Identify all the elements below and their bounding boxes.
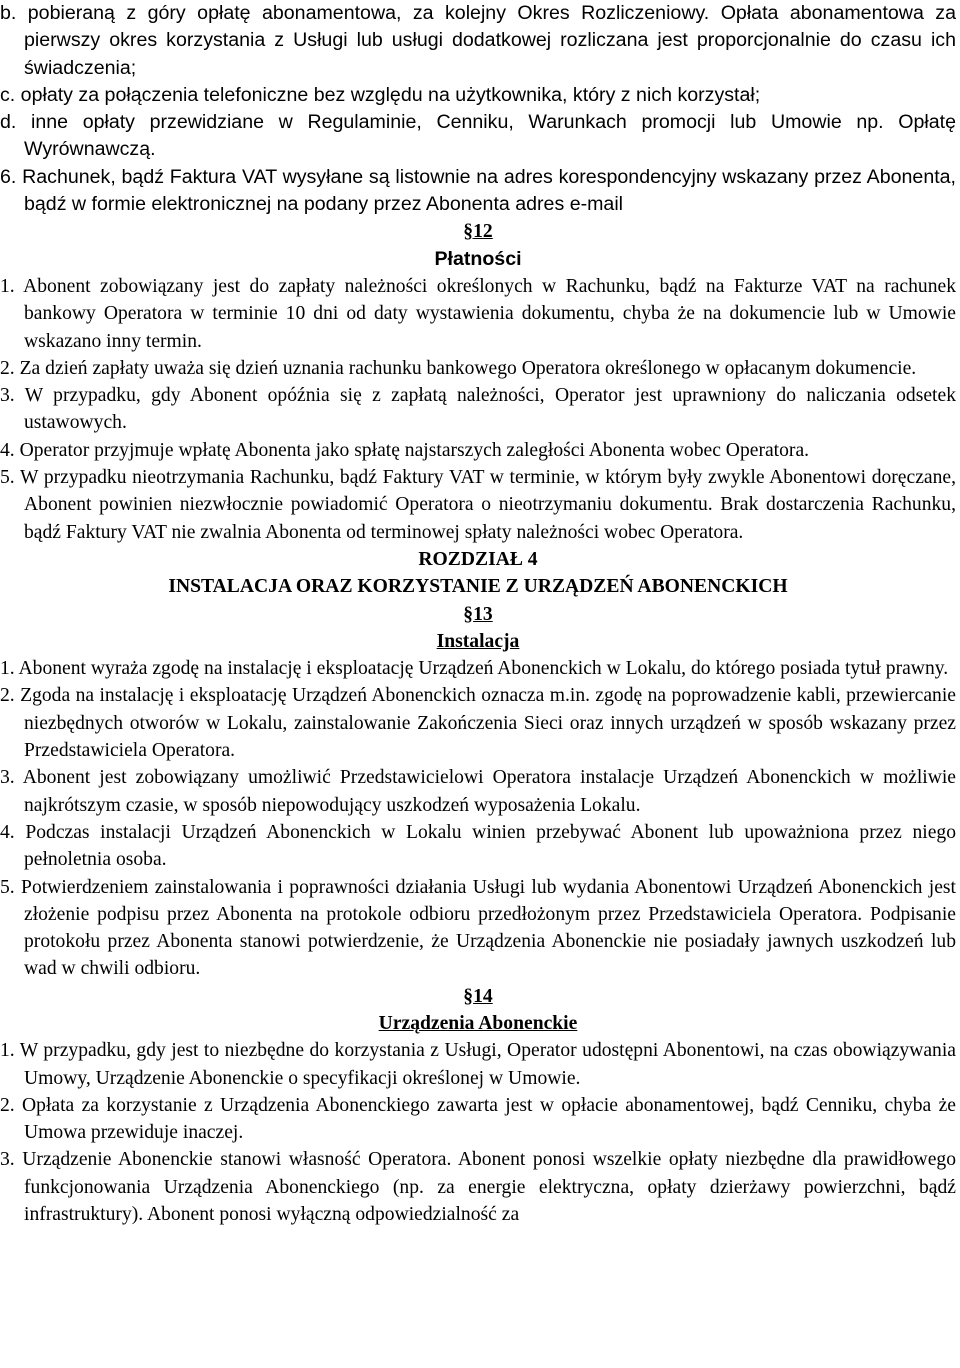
section-13-title: Instalacja bbox=[436, 630, 520, 652]
list-item: 4. Podczas instalacji Urządzeń Abonenckich w Lokalu winien przebywać Abonent lub upoważniona przez niego pełnoletnia osoba. bbox=[0, 821, 956, 871]
list-item: 2. Opłata za korzystanie z Urządzenia Abonenckiego zawarta jest w opłacie abonamentowej, bądź Cenniku, chyba że Umowa przewiduje inaczej. bbox=[0, 1094, 956, 1144]
list-item: 1. Abonent zobowiązany jest do zapłaty należności określonych w Rachunku, bądź na Fakturze VAT na rachunek bankowy Operatora w terminie 10 dni od daty wystawienia dokumentu, chyba że na dokumencie lub w Umowie wskazano inny termin. bbox=[0, 275, 956, 352]
list-item-b: b. pobieraną z góry opłatę abonamentowa, za kolejny Okres Rozliczeniowy. Opłata abonamentowa za pierwszy okres korzystania z Usługi lub usługi dodatkowej rozliczana jest proporcjonalnie do czasu ich świadczenia; bbox=[0, 2, 956, 79]
section-12-title: Płatności bbox=[434, 247, 522, 270]
section-12-items bbox=[0, 273, 956, 546]
list-item-c: c. opłaty za połączenia telefoniczne bez względu na użytkownika, który z nich korzystał; bbox=[0, 83, 761, 106]
section-number: 13 bbox=[473, 603, 493, 625]
list-item: 5. W przypadku nieotrzymania Rachunku, bądź Faktury VAT w terminie, w którym były zwykle Abonentowi doręczane, Abonent powinien niezwłocznie powiadomić Operatora o nieotrzymaniu dokumentu. Brak dostarczenia Rachunku, bądź Faktury VAT nie zwalnia Abonenta od terminowej spłaty należności wobec Operatora. bbox=[0, 467, 956, 543]
list-item: 3. Abonent jest zobowiązany umożliwić Przedstawicielowi Operatora instalacje Urządzeń Abonenckich w możliwie najkrótszym czasie, w sposób niepowodujący uszkodzeń wyposażenia Lokalu. bbox=[0, 767, 956, 816]
list-item: 1. W przypadku, gdy jest to niezbędne do korzystania z Usługi, Operator udostępni Abonentowi, na czas obowiązywania Umowy, Urządzenie Abonenckie o specyfikacji określonej w Umowie. bbox=[0, 1040, 956, 1089]
section-13-heading bbox=[0, 601, 956, 628]
list-item: 2. Zgoda na instalację i eksploatację Urządzeń Abonenckich oznacza m.in. zgodę na poprowadzenie kabli, przewiercanie niezbędnych otworów w Lokalu, zainstalowanie Zakończenia Sieci oraz innych urządzeń w sposób wskazany przez Przedstawiciela Operatora. bbox=[0, 685, 956, 762]
list-item: 3. W przypadku, gdy Abonent opóźnia się z zapłatą należności, Operator jest uprawniony do naliczania odsetek ustawowych. bbox=[0, 385, 956, 434]
list-item: 4. Operator przyjmuje wpłatę Abonenta jako spłatę najstarszych zaległości Abonenta wobec Operatora. bbox=[0, 439, 810, 461]
section-number: 12 bbox=[473, 221, 493, 243]
chapter-title: INSTALACJA ORAZ KORZYSTANIE Z URZĄDZEŃ ABONENCKICH bbox=[168, 576, 788, 598]
section-14-heading bbox=[0, 983, 956, 1010]
list-item: 2. Za dzień zapłaty uważa się dzień uznania rachunku bankowego Operatora określonego w opłacanym dokumencie. bbox=[0, 357, 917, 379]
list-item: 5. Potwierdzeniem zainstalowania i poprawności działania Usługi lub wydania Abonentowi Urządzeń Abonenckich jest złożenie podpisu przez Abonenta na protokole odbioru przedłożonym przez Przedstawiciela Operatora. Podpisanie protokołu przez Abonenta stanowi potwierdzenie, że Urządzenia Abonenckie nie posiadały jawnych uszkodzeń lub wad w chwili odbioru. bbox=[0, 876, 956, 980]
section-13-items bbox=[0, 655, 956, 983]
section-number: 14 bbox=[473, 985, 493, 1007]
chapter-label: ROZDZIAŁ 4 bbox=[418, 548, 538, 570]
section-sign: § bbox=[463, 985, 474, 1007]
list-item: 1. Abonent wyraża zgodę na instalację i eksploatację Urządzeń Abonenckich w Lokalu, do którego posiada tytuł prawny. bbox=[0, 658, 949, 680]
section-sign: § bbox=[463, 603, 474, 625]
list-item-6: 6. Rachunek, bądź Faktura VAT wysyłane są listownie na adres korespondencyjny wskazany przez Abonenta, bądź w formie elektronicznej na podany przez Abonenta adres e-mail bbox=[0, 165, 956, 216]
section-sign: § bbox=[463, 221, 474, 243]
list-item: 3. Urządzenie Abonenckie stanowi własność Operatora. Abonent ponosi wszelkie opłaty niezbędne dla prawidłowego funkcjonowania Urządzenia Abonenckiego (np. za energie elektryczna, opłaty dzierżawy powierzchni, bądź infrastruktury). Abonent ponosi wyłączną odpowiedzialność za bbox=[0, 1149, 956, 1226]
previous-section-continuation bbox=[0, 0, 956, 218]
list-item-d: d. inne opłaty przewidziane w Regulaminie, Cenniku, Warunkach promocji lub Umowie np. Opłatę Wyrównawczą. bbox=[0, 111, 956, 161]
section-14-title: Urządzenia Abonenckie bbox=[378, 1012, 578, 1034]
section-14-items bbox=[0, 1037, 956, 1228]
section-12-heading bbox=[0, 218, 956, 245]
